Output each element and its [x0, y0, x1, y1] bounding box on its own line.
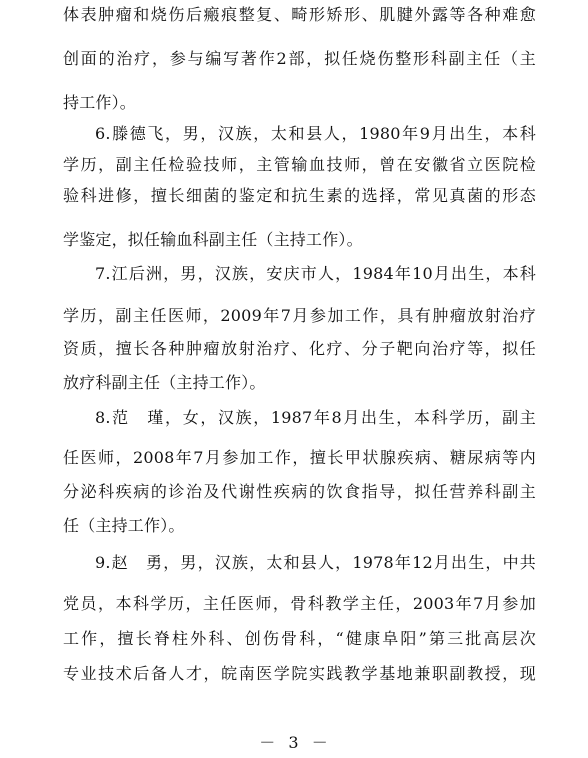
paragraph-line: 创面的治疗，参与编写著作2部，拟任烧伤整形科副主任（主	[63, 49, 536, 68]
paragraph-line: 工作，擅长脊柱外科、创伤骨科，“健康阜阳”第三批高层次	[63, 629, 536, 648]
paragraph-line: 资质，擅长各种肿瘤放射治疗、化疗、分子靶向治疗等，拟任	[63, 339, 536, 358]
paragraph-line: 持工作）。	[63, 93, 137, 112]
paragraph-line: 放疗科副主任（主持工作）。	[63, 373, 266, 392]
paragraph-line: 分泌科疾病的诊治及代谢性疾病的饮食指导，拟任营养科副主	[63, 482, 536, 501]
paragraph-first-line: 8.范 瑾，女，汉族，1987年8月出生，本科学历，副主	[95, 408, 536, 427]
page-number-right-dash: －	[311, 733, 329, 752]
paragraph-line: 学历，副主任检验技师，主管输血技师，曾在安徽省立医院检	[63, 155, 536, 174]
paragraph-first-line: 7.江后洲，男，汉族，安庆市人，1984年10月出生，本科	[95, 264, 536, 283]
paragraph-line: 学历，副主任医师，2009年7月参加工作，具有肿瘤放射治疗	[63, 306, 536, 325]
paragraph-line: 党员，本科学历，主任医师，骨科教学主任，2003年7月参加	[63, 594, 536, 613]
paragraph-line: 验科进修，擅长细菌的鉴定和抗生素的选择，常见真菌的形态	[63, 186, 536, 205]
paragraph-line: 任医师，2008年7月参加工作，擅长甲状腺疾病、糖尿病等内	[63, 448, 536, 467]
page-number-value: 3	[288, 733, 300, 752]
paragraph-first-line: 9.赵 勇，男，汉族，太和县人，1978年12月出生，中共	[95, 553, 536, 572]
page-number-left-dash: －	[259, 733, 277, 752]
paragraph-first-line: 6.滕德飞，男，汉族，太和县人，1980年9月出生，本科	[95, 124, 536, 143]
paragraph-line: 体表肿瘤和烧伤后瘢痕整复、畸形矫形、肌腱外露等各种难愈	[63, 5, 536, 24]
paragraph-line: 专业技术后备人才，皖南医学院实践教学基地兼职副教授，现	[63, 664, 536, 683]
paragraph-line: 任（主持工作）。	[63, 516, 185, 535]
paragraph-line: 学鉴定，拟任输血科副主任（主持工作）。	[63, 230, 363, 249]
